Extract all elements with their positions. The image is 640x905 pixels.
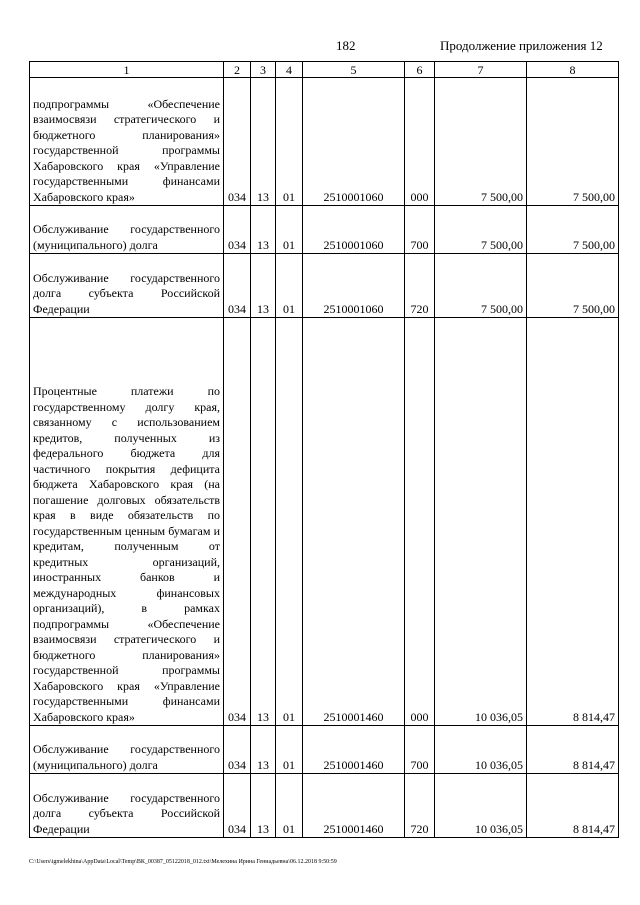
table-row [30,78,619,206]
table-row [30,318,619,726]
column-number-row [30,62,619,78]
cell-section: 13 [251,254,276,318]
column-number: 8 [527,62,619,78]
cell-amount-year2: 8 814,47 [527,774,619,838]
row-name: подпрограммы «Обеспечение взаимосвязи стратегического и бюджетного планирования» государственной программы Хабаровского края «Управление государственными финансами Хабаровского края» [30,78,224,206]
cell-target-article: 2510001460 [303,774,405,838]
cell-target-article: 2510001460 [303,726,405,774]
cell-subsection: 01 [276,318,303,726]
cell-section: 13 [251,318,276,726]
cell-amount-year2: 7 500,00 [527,206,619,254]
row-name: Обслуживание государственного (муниципального) долга [30,206,224,254]
cell-amount-year1: 7 500,00 [435,78,527,206]
cell-expense-type: 700 [405,206,435,254]
budget-table [29,61,619,838]
cell-amount-year1: 7 500,00 [435,254,527,318]
cell-amount-year1: 7 500,00 [435,206,527,254]
table-row [30,254,619,318]
cell-expense-type: 720 [405,774,435,838]
cell-amount-year1: 10 036,05 [435,774,527,838]
cell-amount-year2: 8 814,47 [527,726,619,774]
cell-target-article: 2510001460 [303,318,405,726]
cell-ministry-code: 034 [224,318,251,726]
row-name: Процентные платежи по государственному долгу края, связанному с использованием кредитов, полученных из федерального бюджета для частичного покрытия дефицита бюджета Хабаровского края (на погашение долговых обязательств края в виде обязательств по государственным ценным бумагам и кредитам, полученным от кредитных организаций, иностранных банков и международных финансовых организаций), в рамках подпрограммы «Обеспечение взаимосвязи стратегического и бюджетного планирования» государственной программы Хабаровского края «Управление государственными финансами Хабаровского края» [30,318,224,726]
cell-ministry-code: 034 [224,726,251,774]
cell-section: 13 [251,78,276,206]
cell-ministry-code: 034 [224,206,251,254]
cell-subsection: 01 [276,254,303,318]
cell-ministry-code: 034 [224,774,251,838]
cell-amount-year1: 10 036,05 [435,726,527,774]
cell-subsection: 01 [276,78,303,206]
cell-section: 13 [251,774,276,838]
cell-amount-year1: 10 036,05 [435,318,527,726]
column-number: 4 [276,62,303,78]
cell-section: 13 [251,726,276,774]
table-row [30,726,619,774]
row-name: Обслуживание государственного долга субъекта Российской Федерации [30,254,224,318]
column-number: 1 [30,62,224,78]
cell-amount-year2: 7 500,00 [527,78,619,206]
cell-amount-year2: 8 814,47 [527,318,619,726]
cell-expense-type: 000 [405,318,435,726]
column-number: 6 [405,62,435,78]
continuation-label: Продолжение приложения 12 [440,38,603,53]
row-name: Обслуживание государственного (муниципального) долга [30,726,224,774]
cell-ministry-code: 034 [224,78,251,206]
cell-expense-type: 720 [405,254,435,318]
cell-subsection: 01 [276,726,303,774]
cell-subsection: 01 [276,774,303,838]
footer-file-path: C:\Users\igmelekhina\AppData\Local\Temp\ВК_00387_05122018_012.txt\Мелехина Ирина Геннадьевна\06.12.2018 9:50:59 [29,859,337,865]
page-number: 182 [336,38,356,53]
cell-target-article: 2510001060 [303,78,405,206]
table-row [30,206,619,254]
row-name: Обслуживание государственного долга субъекта Российской Федерации [30,774,224,838]
column-number: 2 [224,62,251,78]
cell-expense-type: 700 [405,726,435,774]
cell-ministry-code: 034 [224,254,251,318]
cell-amount-year2: 7 500,00 [527,254,619,318]
cell-target-article: 2510001060 [303,206,405,254]
table-row [30,774,619,838]
cell-target-article: 2510001060 [303,254,405,318]
cell-section: 13 [251,206,276,254]
column-number: 3 [251,62,276,78]
cell-expense-type: 000 [405,78,435,206]
column-number: 7 [435,62,527,78]
cell-subsection: 01 [276,206,303,254]
column-number: 5 [303,62,405,78]
